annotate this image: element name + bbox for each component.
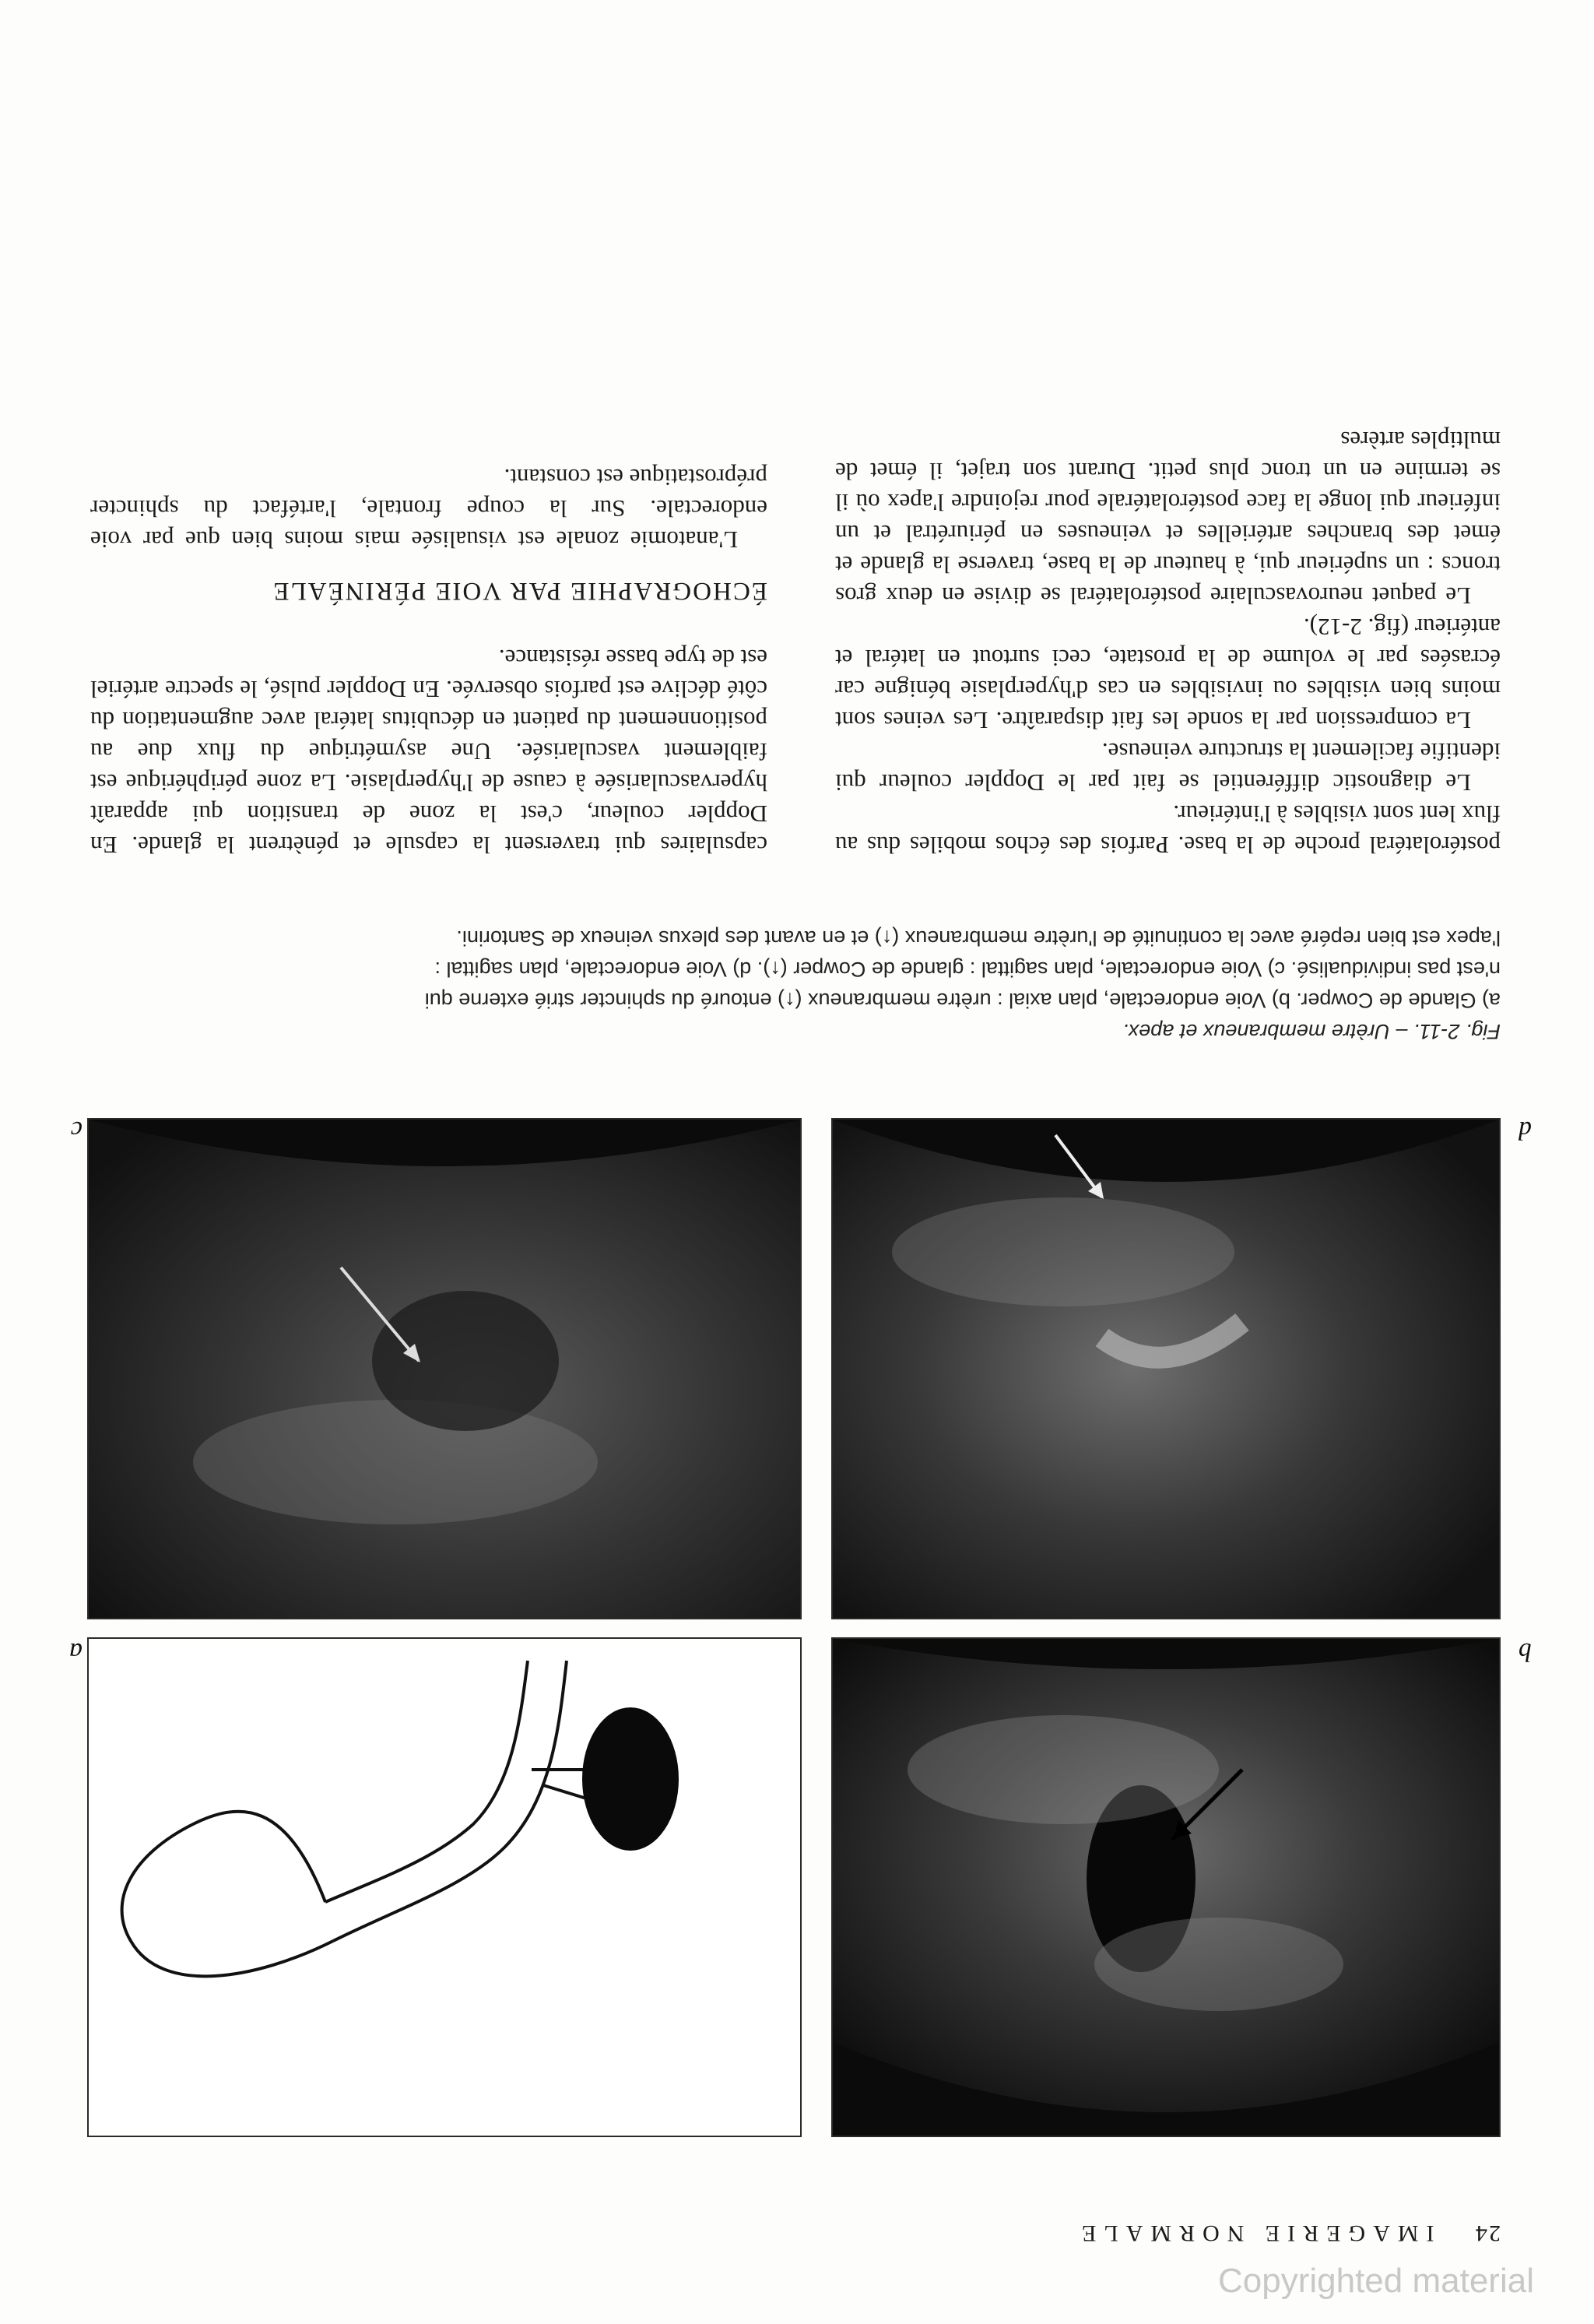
ultrasound-image-c xyxy=(89,1120,800,1618)
body-column-right xyxy=(90,462,767,860)
figure-panel-b xyxy=(831,1637,1501,2137)
running-header xyxy=(255,2215,1501,2246)
figure-panel-d xyxy=(831,1118,1501,1619)
panel-label-a: a xyxy=(69,1637,83,1666)
ultrasound-image-b xyxy=(833,1639,1499,2136)
paragraph: L'anatomie zonale est visualisée mais moins bien que par voie endorectale. Sur la coupe frontale, l'artéfact du sphincter préprostatique est constant. xyxy=(90,464,767,554)
paragraph: La compression par la sonde les fait disparaître. Les veines sont moins bien visibles ou invisibles en cas d'hyperplasie bénigne car écrasées par le volume de la prostate, ceci surtout en latéral et antérieur (fig. 2-12). xyxy=(835,614,1501,734)
paragraph: postérolatéral proche de la base. Parfois des échos mobiles dus au flux lent sont visibles à l'intérieur. xyxy=(835,800,1501,859)
paragraph: capsulaires qui traversent la capsule et pénètrent la glande. En Doppler couleur, c'est la zone de transition qui apparaît hypervascularisée à cause de l'hyperplasie. La zone périphérique est faiblement vascularisée. Une asymétrique du flux due au positionnement du patient en décubitus latéral avec augmentation du côté déclive est parfois observée. En Doppler pulsé, le spectre artériel est de type basse résistance. xyxy=(90,645,767,859)
page-number: 24 xyxy=(1474,2220,1501,2246)
panel-label-d: d xyxy=(1519,1116,1532,1144)
caption-line: l'apex est bien repéré avec la continuité de l'urètre membraneux (↑) et en avant des plexus veineux de Santorini. xyxy=(456,926,1501,950)
cowper-gland-diagram xyxy=(89,1639,800,2136)
figure-caption xyxy=(92,923,1501,1047)
caption-title: Fig. 2-11. – Urètre membraneux et apex. xyxy=(1122,1020,1501,1043)
caption-line: a) Glande de Cowper. b) Voie endorectale, plan axial : urètre membraneux (↑) entouré du sphincter strié externe qui xyxy=(424,989,1501,1012)
paragraph: Le paquet neurovasculaire postérolatéral se divise en deux gros troncs : un supérieur qui, à hauteur de la base, traverse la glande et émet des branches artérielles et veineuses en périurétral et un inférieur qui longe la face postérolatérale pour rejoindre l'apex où il se termine en un tronc plus petit. Durant son trajet, il émet de multiples artères xyxy=(835,427,1501,610)
body-column-left xyxy=(835,424,1501,860)
panel-label-c: c xyxy=(70,1116,83,1144)
figure-panel-c xyxy=(87,1118,802,1619)
running-title: IMAGERIE NORMALE xyxy=(1074,2220,1434,2246)
section-heading: ÉCHOGRAPHIE PAR VOIE PÉRINÉALE xyxy=(272,577,767,605)
ultrasound-image-d xyxy=(833,1120,1499,1618)
cowper-gland xyxy=(582,1707,679,1851)
caption-line: n'est pas individualisé. c) Voie endorectale, plan sagittal : glande de Cowper (↑). d) Voie endorectale, plan sagittal : xyxy=(434,958,1501,981)
figure-panel-a xyxy=(87,1637,802,2137)
paragraph: Le diagnostic différentiel se fait par le Doppler couleur qui identifie facilement la structure veineuse. xyxy=(835,738,1501,796)
panel-label-b: b xyxy=(1519,1637,1532,1666)
copyright-watermark: Copyrighted material xyxy=(1218,2262,1534,2300)
